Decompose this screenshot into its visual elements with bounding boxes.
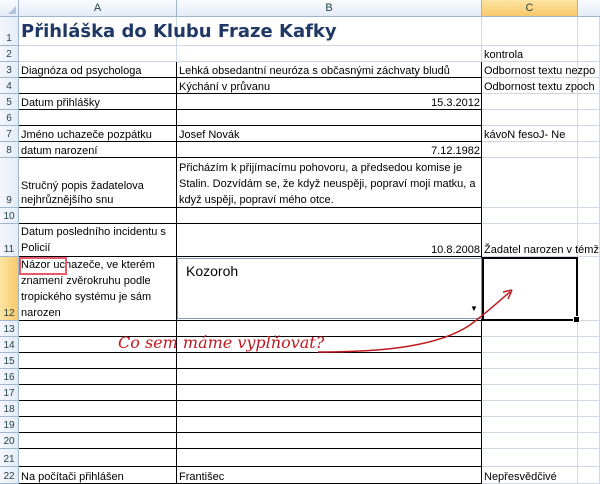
annotation-text: Co sem máme vyplňovat? <box>118 333 325 352</box>
cell-a12[interactable]: Názor uchazeče, ve kterém znamení zvěrokruhu podle tropického systému je sám narozen <box>21 259 155 319</box>
cell-a22[interactable]: Na počítači přihlášen <box>21 471 124 483</box>
row-header-21[interactable]: 21 <box>0 449 19 467</box>
dropdown-value: Kozoroh <box>186 263 239 279</box>
row-header-3[interactable]: 3 <box>0 62 19 78</box>
row-header-22[interactable]: 22 <box>0 467 19 484</box>
row-header-10[interactable]: 10 <box>0 208 19 224</box>
cell-c2[interactable]: kontrola <box>484 49 524 61</box>
row-header-20[interactable]: 20 <box>0 433 19 449</box>
cell-c7[interactable]: kávoN fesoJ- Ne <box>484 129 566 141</box>
cell-b9[interactable]: Přicházím k přijímacímu pohovoru, a předsedou komise je Stalin. Dozvídám se, že když neuspěji, popraví moji matku, a když uspěji, popraví mého otce. <box>179 162 476 206</box>
cell-c11[interactable]: Žadatel narozen v témž <box>484 244 599 256</box>
cell-b5[interactable]: 15.3.2012 <box>431 97 480 109</box>
row-header-17[interactable]: 17 <box>0 385 19 401</box>
row-header-6[interactable]: 6 <box>0 110 19 126</box>
row-header-4[interactable]: 4 <box>0 78 19 94</box>
row-header-16[interactable]: 16 <box>0 369 19 385</box>
cell-a8[interactable]: datum narození <box>21 145 98 157</box>
column-header-b[interactable]: B <box>177 0 482 17</box>
cell-a11[interactable]: Datum posledního incidentu s Policií <box>21 226 166 254</box>
cell-c3[interactable]: Odbornost textu nezpo <box>484 65 596 77</box>
row-header-8[interactable]: 8 <box>0 142 19 158</box>
row-header-2[interactable]: 2 <box>0 46 19 62</box>
dropdown-arrow-icon[interactable]: ▼ <box>470 304 478 313</box>
row-header-15[interactable]: 15 <box>0 353 19 369</box>
row-header-13[interactable]: 13 <box>0 321 19 337</box>
column-header-c[interactable]: C <box>482 0 578 17</box>
cell-b11[interactable]: 10.8.2008 <box>431 244 480 256</box>
row-header-11[interactable]: 11 <box>0 224 19 257</box>
cell-b22[interactable]: Františec <box>179 471 225 483</box>
row-header-7[interactable]: 7 <box>0 126 19 142</box>
row-header-14[interactable]: 14 <box>0 337 19 353</box>
cell-b8[interactable]: 7.12.1982 <box>431 145 480 157</box>
column-header-a[interactable]: A <box>19 0 177 17</box>
cell-b7[interactable]: Josef Novák <box>179 129 240 141</box>
cell-a3[interactable]: Diagnóza od psychologa <box>21 65 142 77</box>
cell-a5[interactable]: Datum přihlášky <box>21 97 100 109</box>
cell-a7[interactable]: Jméno uchazeče pozpátku <box>21 129 152 141</box>
row-header-12[interactable]: 12 <box>0 257 19 321</box>
row-header-19[interactable]: 19 <box>0 417 19 433</box>
cell-c4[interactable]: Odbornost textu zpoch <box>484 81 595 93</box>
form-title[interactable]: Přihláška do Klubu Fraze Kafky <box>21 20 337 42</box>
cell-b3[interactable]: Lehká obsedantní neuróza s občasnými záchvaty bludů <box>179 65 450 77</box>
row-header-9[interactable]: 9 <box>0 158 19 208</box>
cell-c22[interactable]: Nepřesvědčivé <box>484 471 557 483</box>
cell-a9[interactable]: Stručný popis žadatelova nejhrůznějšího snu <box>21 180 144 206</box>
row-header-1[interactable]: 1 <box>0 17 19 46</box>
row-header-18[interactable]: 18 <box>0 401 19 417</box>
row-header-5[interactable]: 5 <box>0 94 19 110</box>
cell-b4[interactable]: Kýchání v průvanu <box>179 81 271 93</box>
